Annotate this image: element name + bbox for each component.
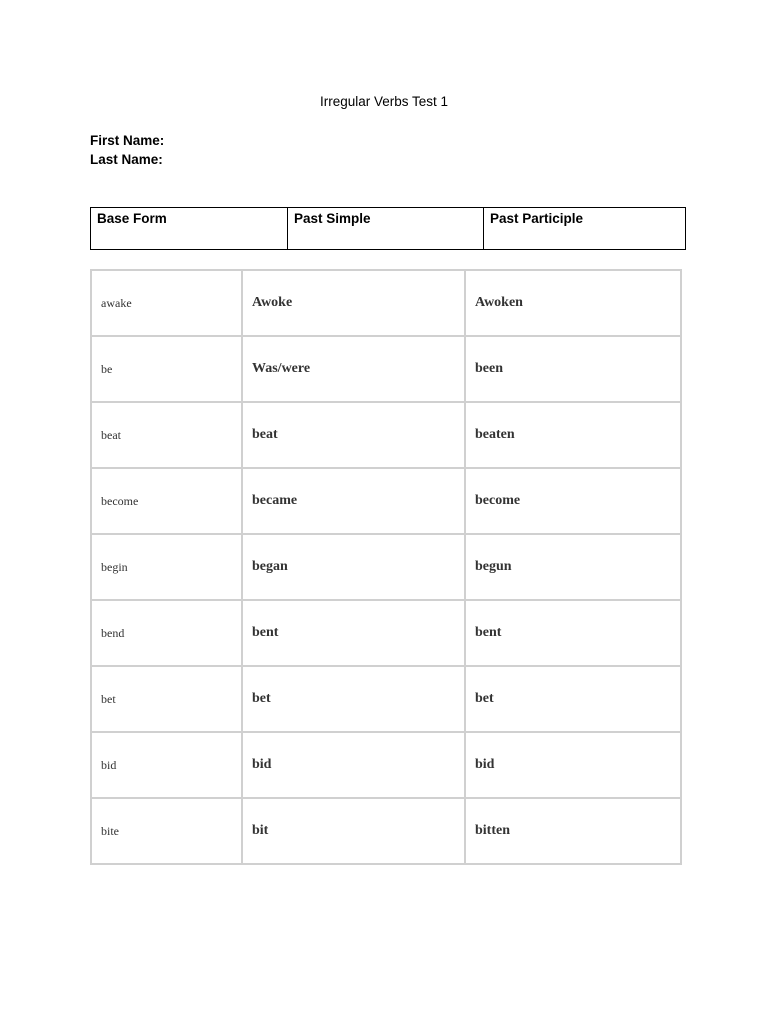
verb-table	[90, 269, 682, 865]
page-title: Irregular Verbs Test 1	[319, 94, 449, 109]
base-form-cell: bite	[91, 798, 242, 864]
base-form-cell: begin	[91, 534, 242, 600]
past-participle-cell: been	[465, 336, 681, 402]
header-table	[90, 207, 686, 250]
table-row	[91, 534, 681, 600]
base-form-cell: bend	[91, 600, 242, 666]
past-simple-cell: bent	[242, 600, 465, 666]
base-form-cell: become	[91, 468, 242, 534]
base-form-cell: beat	[91, 402, 242, 468]
past-simple-cell: bet	[242, 666, 465, 732]
table-row	[91, 798, 681, 864]
table-row	[91, 402, 681, 468]
first-name-label: First Name:	[90, 133, 165, 148]
past-participle-cell: bent	[465, 600, 681, 666]
past-participle-cell: bid	[465, 732, 681, 798]
table-row	[91, 270, 681, 336]
past-participle-cell: become	[465, 468, 681, 534]
base-form-cell: bid	[91, 732, 242, 798]
past-participle-cell: beaten	[465, 402, 681, 468]
table-row	[91, 336, 681, 402]
past-simple-cell: beat	[242, 402, 465, 468]
past-simple-cell: Was/were	[242, 336, 465, 402]
header-past-participle: Past Participle	[483, 208, 685, 249]
base-form-cell: be	[91, 336, 242, 402]
past-simple-cell: bit	[242, 798, 465, 864]
header-past-simple: Past Simple	[287, 208, 483, 249]
table-row	[91, 666, 681, 732]
past-participle-cell: Awoken	[465, 270, 681, 336]
past-simple-cell: began	[242, 534, 465, 600]
past-participle-cell: begun	[465, 534, 681, 600]
last-name-label: Last Name:	[90, 152, 163, 167]
past-simple-cell: bid	[242, 732, 465, 798]
past-participle-cell: bet	[465, 666, 681, 732]
table-row	[91, 732, 681, 798]
base-form-cell: awake	[91, 270, 242, 336]
past-simple-cell: Awoke	[242, 270, 465, 336]
header-base-form: Base Form	[97, 211, 167, 226]
base-form-cell: bet	[91, 666, 242, 732]
table-row	[91, 600, 681, 666]
table-row	[91, 468, 681, 534]
past-participle-cell: bitten	[465, 798, 681, 864]
past-simple-cell: became	[242, 468, 465, 534]
